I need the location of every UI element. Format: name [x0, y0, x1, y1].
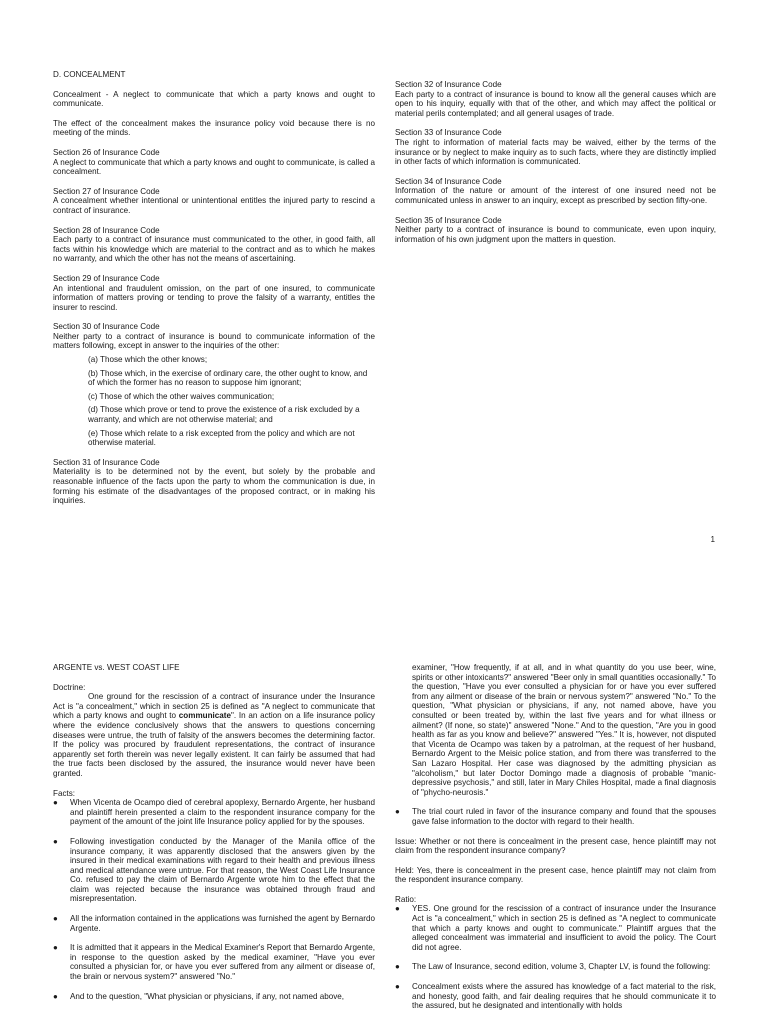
case-title: ARGENTE vs. WEST COAST LIFE [53, 663, 180, 672]
list-item-text: The trial court ruled in favor of the insurance company and found that the spouses gave false information to the doctor with regard to their health. [412, 807, 716, 826]
section-body: The right to information of material facts may be waived, either by the terms of the insurance or by neglect to make inquiry as to such facts, where they are distinctly implied in other facts of which information is communicated. [395, 137, 716, 167]
facts-list-continued [395, 807, 716, 826]
list-item [53, 914, 375, 933]
ratio-label: Ratio: [395, 894, 417, 904]
section-title: Section 28 of Insurance Code [53, 225, 160, 235]
section-29 [53, 274, 375, 312]
ratio-list [395, 904, 716, 1010]
section-34 [395, 177, 716, 206]
concealment-definition: Concealment - A neglect to communicate that which a party knows and ought to communicate. [53, 89, 375, 109]
section-title: Section 34 of Insurance Code [395, 176, 502, 186]
bullet-icon: ● [395, 807, 400, 817]
bullet-icon: ● [395, 962, 400, 972]
section-body: Neither party to a contract of insurance is bound to communicate, even upon inquiry, information of his own judgment upon the matters in question. [395, 225, 716, 244]
list-item-text: YES. One ground for the rescission of a contract of insurance under the Insurance Act is "a concealment," which in section 25 is defined as "A neglect to communicate that which a party knows and ought to communicate." Plaintiff argues that the alleged concealment was immaterial and insufficient to avoid the policy. The Court did not agree. [412, 904, 716, 952]
section-30 [53, 322, 375, 351]
facts-label: Facts: [53, 788, 76, 798]
list-item: (d) Those which prove or tend to prove the existence of a risk excluded by a warranty, and which are not otherwise material; and [88, 405, 360, 425]
section-heading: D. CONCEALMENT [53, 70, 126, 79]
bullet-icon: ● [53, 943, 58, 953]
section-title: Section 26 of Insurance Code [53, 147, 160, 157]
section-35 [395, 216, 716, 245]
section-28 [53, 226, 375, 264]
held-text: Held: Yes, there is concealment in the present case, hence plaintiff may not claim from the respondent insurance company. [395, 865, 716, 885]
facts-list [53, 798, 375, 1001]
section-title: Section 31 of Insurance Code [53, 457, 160, 467]
bullet-icon: ● [53, 991, 58, 1001]
section-title: Section 32 of Insurance Code [395, 80, 502, 89]
list-item-text: When Vicenta de Ocampo died of cerebral apoplexy, Bernardo Argente, her husband and plaintiff herein presented a claim to the respondent insurance company for the payment of the amount of the joint life Insurance policy applied for by the spouses. [70, 798, 375, 827]
section-33 [395, 128, 716, 166]
list-item [53, 992, 375, 1002]
list-item: (b) Those which, in the exercise of ordinary care, the other ought to know, and of which the former has no reason to suppose him ignorant; [88, 368, 368, 388]
section-30-list [53, 355, 375, 448]
section-body: Neither party to a contract of insurance is bound to communicate information of the matters following, except in answer to the inquiries of the other: [53, 331, 375, 351]
list-item-text: The Law of Insurance, second edition, volume 3, Chapter LV, is found the following: [412, 962, 711, 972]
list-item: (e) Those which relate to a risk excepted from the policy and which are not otherwise material. [88, 428, 355, 448]
list-item [53, 943, 375, 981]
section-body: A concealment whether intentional or unintentional entitles the injured party to rescind a contract of insurance. [53, 196, 375, 215]
list-item [53, 837, 375, 904]
section-26 [53, 148, 375, 177]
list-item [395, 962, 716, 972]
facts-continuation: examiner, "How frequently, if at all, and in what quantity do you use beer, wine, spirits or other intoxicants?" answered "Beer only in small quantities occasionally." To the question, "Have you ever consulted a physician for or have you ever suffered from any ailment or disease of the brain or nervous system?" answered "No." To the question, "What physician or physicians, if any, not named above, have you consulted or been treated by, within the last five years and for what illness or ailment? (If none, so state)" answered "None." And to the question, "Are you in good health as far as you know and believe?" answered "Yes." It is, however, not disputed that Vicenta de Ocampo was taken by a patrolman, at the request of her husband, Bernardo Argent to the Meisic police station, and from there was transferred to the San Lazaro Hospital. Her case was diagnosed by the admitting physician as "alcoholism," but later Doctor Domingo made a diagnosis of probable "manic-depressive psychosis," and still, later in Mary Chiles Hospital, made a final diagnosis of "phycho-neurosis." [412, 663, 716, 797]
section-body: Materiality is to be determined not by the event, but solely by the probable and reasonable influence of the facts upon the party to whom the communication is due, in forming his estimate of the disadvantages of the proposed contract, or in making his inquiries. [53, 467, 375, 506]
section-title: Section 33 of Insurance Code [395, 128, 502, 138]
list-item [395, 807, 716, 826]
section-body: Each party to a contract of insurance is bound to know all the general causes which are open to his inquiry, equally with that of the other, and which may affect the political or material perils contemplated; and all general usages of trade. [395, 89, 716, 118]
section-title: Section 30 of Insurance Code [53, 322, 160, 332]
section-27 [53, 187, 375, 216]
list-item-text: And to the question, "What physician or physicians, if any, not named above, [70, 991, 345, 1001]
section-32 [395, 80, 716, 118]
bullet-icon: ● [395, 904, 400, 914]
page-number: 1 [710, 535, 715, 544]
doctrine-text-part: ". In an action on a life insurance policy where the evidence conclusively shows that the answers to questions concerning diseases were untrue, the truth of falsity of the answers becomes the determining factor. If the policy was procured by fraudulent representations, the contract of insurance apparently set forth therein was never legally existent. It can fairly be assumed that had the true facts been disclosed by the assured, the insurance would never have been granted. [53, 711, 375, 778]
page2-right-column [395, 663, 716, 1021]
page1-left-column [53, 70, 375, 516]
section-body: Each party to a contract of insurance must communicated to the other, in good faith, all facts within his knowledge which are material to the contract and as to which he makes no warranty, and which the other has not the means of ascertaining. [53, 235, 375, 264]
doctrine-text-part: One ground for the rescission of a contract of insurance under the Insurance Act is "a concealment," which in section 25 is defined as "A neglect to communicate that which a party knows and ought to [53, 692, 375, 721]
section-title: Section 27 of Insurance Code [53, 186, 160, 196]
section-body: Information of the nature or amount of the interest of one insured need not be communicated unless in answer to an inquiry, except as prescribed by section fifty-one. [395, 186, 716, 205]
list-item-text: Concealment exists where the assured has knowledge of a fact material to the risk, and honesty, good faith, and fair dealing requires that he should communicate it to the assured, but he designated and intentionally with holds [412, 982, 716, 1011]
page-gap [0, 560, 768, 600]
doctrine-label: Doctrine: [53, 682, 86, 692]
doctrine-bold-term: communicate [178, 711, 231, 721]
concealment-effect: The effect of the concealment makes the insurance policy void because there is no meeting of the minds. [53, 118, 375, 138]
list-item: (a) Those which the other knows; [88, 355, 208, 365]
list-item [53, 798, 375, 827]
list-item-text: All the information contained in the applications was furnished the agent by Bernardo Argente. [70, 914, 375, 933]
bullet-icon: ● [53, 914, 58, 924]
section-title: Section 29 of Insurance Code [53, 273, 160, 283]
list-item: (c) Those of which the other waives communication; [88, 391, 275, 401]
list-item-text: Following investigation conducted by the Manager of the Manila office of the insurance company, it was apparently disclosed that the answers given by the insured in their medical examinations with regard to their health and previous illness and medical attendance were untrue. For that reason, the West Coast Life Insurance Co. refused to pay the claim of Bernardo Argente wrote him to the effect that the claim was rejected because the insurance was obtained through fraud and misrepresentation. [70, 836, 375, 904]
bullet-icon: ● [53, 798, 58, 808]
section-title: Section 35 of Insurance Code [395, 215, 502, 225]
issue-text: Issue: Whether or not there is concealment in the present case, hence plaintiff may not claim from the respondent insurance company? [395, 836, 716, 856]
doctrine-text [53, 692, 375, 778]
page2-left-column [53, 663, 375, 1011]
list-item [395, 982, 716, 1011]
list-item-text: It is admitted that it appears in the Medical Examiner's Report that Bernardo Argente, in response to the question asked by the medical examiner, "Have you ever consulted a physician for, or have you ever suffered from any ailment or disease of, the brain or nervous system?" answered "No." [70, 943, 375, 982]
section-body: A neglect to communicate that which a party knows and ought to communicate, is called a concealment. [53, 157, 375, 177]
bullet-icon: ● [395, 982, 400, 992]
list-item [395, 904, 716, 952]
document-page-2 [0, 600, 768, 1024]
section-body: An intentional and fraudulent omission, on the part of one insured, to communicate information of matters proving or tending to prove the falsity of a warranty, entitles the insurer to rescind. [53, 283, 375, 312]
section-31 [53, 458, 375, 506]
bullet-icon: ● [53, 836, 58, 846]
page1-right-column [395, 80, 716, 254]
